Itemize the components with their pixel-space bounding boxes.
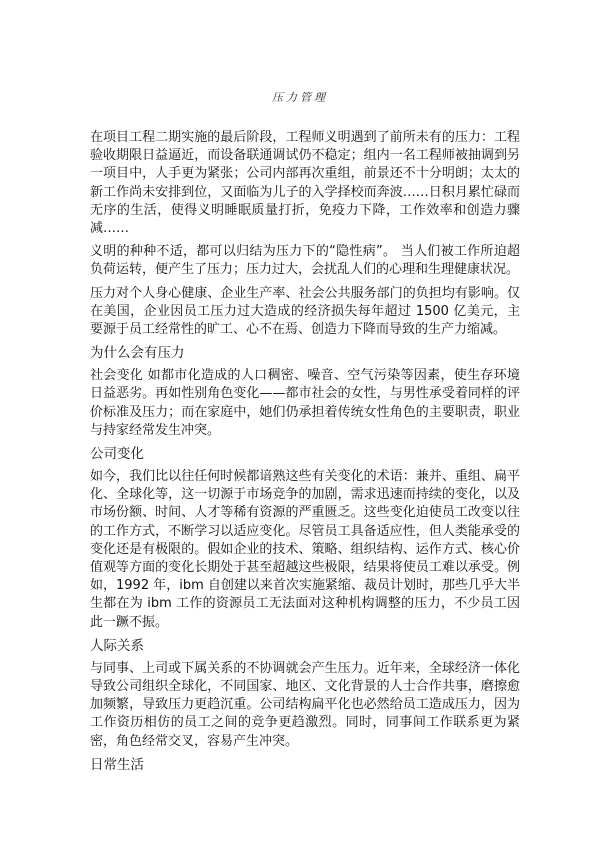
document-body (90, 129, 520, 779)
section-heading-why-pressure: 为什么会有压力 (90, 345, 185, 362)
section-heading-daily-life: 日常生活 (90, 756, 144, 773)
section-company-change-paragraph: 如今，我们比以往任何时候都谙熟这些有关变化的术语：兼并、重组、扁平化、全球化等，这一切源于市场竞争的加剧，需求迅速而持续的变化，以及市场份额、时间、人才等稀有资源的严重匮乏。这些变化迫使员工改变以往的工作方式，不断学习以适应变化。尽管员工具备适应性，但人类能承受的变化还是有极限的。假如企业的技术、策略、组织结构、运作方式、核心价值观等方面的变化长期处于甚至超越这些极限，结果将使员工难以承受。例如，1992 年，ibm 自创建以来首次实施紧缩、裁员计划时，那些几乎大半生都在为 ibm 工作的资源员工无法面对这种机构调整的压力，不少员工因此一蹶不振。 (90, 469, 520, 630)
section-heading-company-change: 公司变化 (90, 446, 144, 463)
intro-paragraph-1: 在项目工程二期实施的最后阶段，工程师义明遇到了前所未有的压力：工程验收期限日益逼近，而设备联通调试仍不稳定；组内一名工程师被抽调到另一项目中，人手更为紧张；公司内部再次重组，前景还不十分明朗；太太的新工作尚未安排到位，又面临为儿子的入学择校而奔波……日积月累忙碌而无序的生活，使得义明睡眠质量打折，免疫力下降，工作效率和创造力骤减…… (90, 130, 520, 237)
section-why-pressure-paragraph: 社会变化 如都市化造成的人口稠密、噪音、空气污染等因素，使生存环境日益恶劣。再如性别角色变化——都市社会的女性，与男性承受着同样的评价标准及压力；而在家庭中，她们仍承担着传统女性角色的主要职责，职业与持家经常发生冲突。 (90, 368, 520, 438)
section-heading-relationships: 人际关系 (90, 637, 144, 654)
section-relationships-paragraph: 与同事、上司或下属关系的不协调就会产生压力。近年来，全球经济一体化导致公司组织全球化，不同国家、地区、文化背景的人士合作共事，磨擦愈加频繁，导致压力更趋沉重。公司结构扁平化也必然给员工造成压力，因为工作资历相仿的员工之间的竞争更趋激烈。同时，同事间工作联系更为紧密，角色经常交叉，容易产生冲突。 (90, 660, 520, 749)
intro-paragraph-2: 义明的种种不适，都可以归结为压力下的“隐性病”。 当人们被工作所迫超负荷运转，便产生了压力；压力过大，会扰乱人们的心理和生理健康状况。 (90, 244, 520, 278)
document-title: 压力管理 (272, 91, 328, 104)
intro-paragraph-3: 压力对个人身心健康、企业生产率、社会公共服务部门的负担均有影响。仅在美国，企业因员工压力过大造成的经济损失每年超过 1500 亿美元，主要源于员工经常性的旷工、心不在焉、创造力下降而导致的生产力缩减。 (90, 285, 520, 338)
